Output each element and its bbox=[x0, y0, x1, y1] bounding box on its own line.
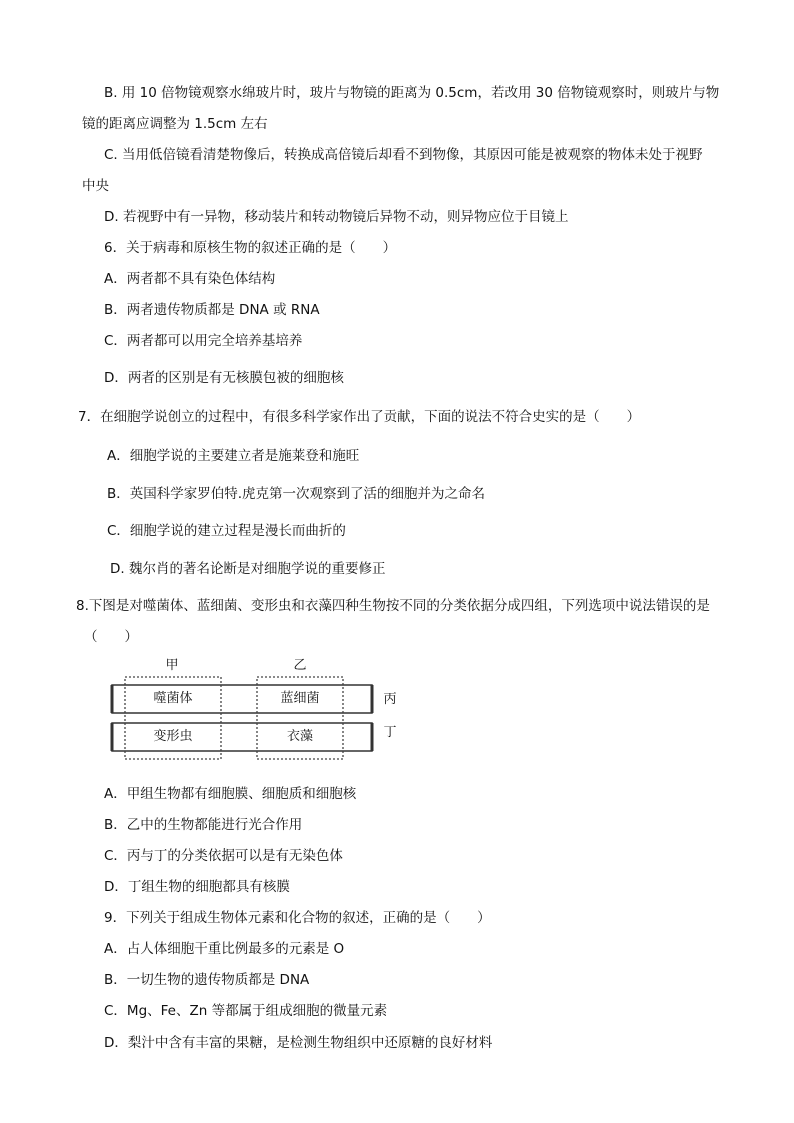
group-label-jia: 甲 bbox=[165, 658, 179, 673]
q8-option-b: B．乙中的生物都能进行光合作用 bbox=[104, 817, 303, 833]
q5-option-c-line1: C. 当用低倍镜看清楚物像后，转换成高倍镜后却看不到物像，其原因可能是被观察的物体未处于视野 bbox=[104, 147, 703, 163]
q8-option-a: A．甲组生物都有细胞膜、细胞质和细胞核 bbox=[104, 786, 357, 802]
q8-option-d: D．丁组生物的细胞都具有核膜 bbox=[104, 879, 290, 895]
q6-option-c: C．两者都可以用完全培养基培养 bbox=[104, 333, 303, 349]
q7-stem: 7．在细胞学说创立的过程中，有很多科学家作出了贡献，下面的说法不符合史实的是（ ） bbox=[78, 409, 641, 425]
group-label-bing: 丙 bbox=[383, 692, 397, 707]
q7-option-c: C．细胞学说的建立过程是漫长而曲折的 bbox=[107, 523, 346, 539]
cell-chlamydomonas: 衣藻 bbox=[286, 729, 313, 744]
q8-classification-figure bbox=[100, 655, 410, 765]
figure-frame bbox=[100, 655, 410, 765]
q9-option-d: D．梨汁中含有丰富的果糖，是检测生物组织中还原糖的良好材料 bbox=[104, 1035, 493, 1051]
q7-option-b: B．英国科学家罗伯特.虎克第一次观察到了活的细胞并为之命名 bbox=[107, 486, 486, 502]
q5-option-c-line2: 中央 bbox=[82, 178, 109, 194]
group-label-ding: 丁 bbox=[383, 725, 397, 740]
cell-cyanobacteria: 蓝细菌 bbox=[280, 691, 320, 706]
q6-option-b: B．两者遗传物质都是 DNA 或 RNA bbox=[104, 302, 320, 318]
q9-option-b: B．一切生物的遗传物质都是 DNA bbox=[104, 972, 310, 988]
q5-option-b-line1: B. 用 10 倍物镜观察水绵玻片时，玻片与物镜的距离为 0.5cm，若改用 30 倍物镜观察时，则玻片与物 bbox=[104, 85, 720, 101]
q7-option-d: D. 魏尔肖的著名论断是对细胞学说的重要修正 bbox=[110, 561, 386, 577]
group-label-yi: 乙 bbox=[293, 658, 307, 673]
q6-option-d: D．两者的区别是有无核膜包被的细胞核 bbox=[104, 370, 344, 386]
q5-option-b-line2: 镜的距离应调整为 1.5cm 左右 bbox=[82, 116, 268, 132]
q9-stem: 9．下列关于组成生物体元素和化合物的叙述，正确的是（ ） bbox=[104, 910, 491, 926]
q8-stem-line1: 8.下图是对噬菌体、蓝细菌、变形虫和衣藻四种生物按不同的分类依据分成四组，下列选项中说法错误的是 bbox=[76, 598, 710, 614]
cell-amoeba: 变形虫 bbox=[153, 729, 193, 744]
q6-option-a: A．两者都不具有染色体结构 bbox=[104, 271, 276, 287]
q5-option-d: D. 若视野中有一异物，移动装片和转动物镜后异物不动，则异物应位于目镜上 bbox=[104, 209, 569, 225]
cell-phage: 噬菌体 bbox=[153, 691, 193, 706]
q6-stem: 6．关于病毒和原核生物的叙述正确的是（ ） bbox=[104, 240, 397, 256]
q9-option-a: A．占人体细胞干重比例最多的元素是 O bbox=[104, 941, 345, 957]
q8-option-c: C．丙与丁的分类依据可以是有无染色体 bbox=[104, 848, 343, 864]
q8-stem-line2: （ ） bbox=[84, 629, 138, 645]
q9-option-c: C．Mg、Fe、Zn 等都属于组成细胞的微量元素 bbox=[104, 1003, 388, 1019]
q7-option-a: A．细胞学说的主要建立者是施莱登和施旺 bbox=[107, 448, 360, 464]
